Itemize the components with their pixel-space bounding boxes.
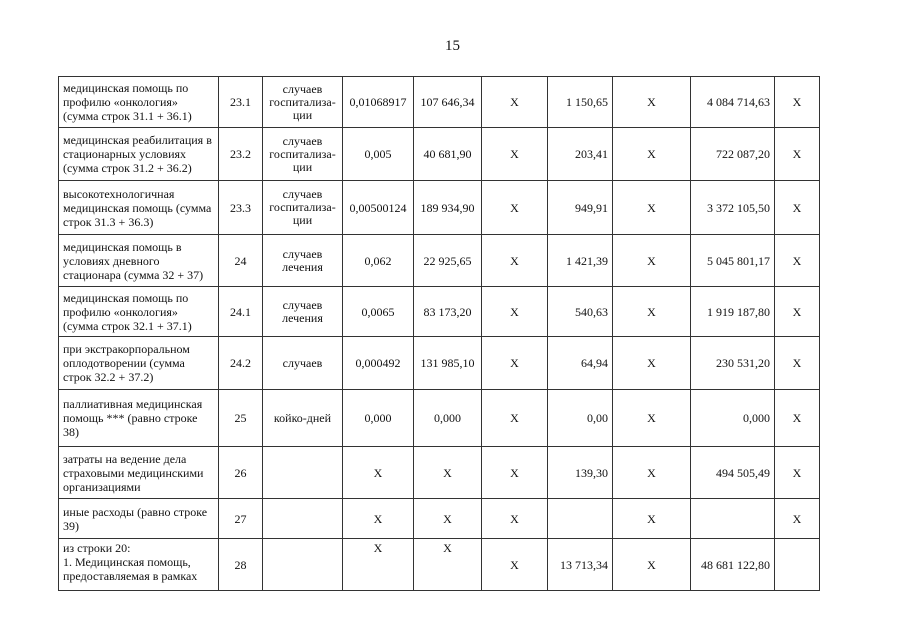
row-cost: X xyxy=(414,539,482,591)
row-norm: 0,00500124 xyxy=(343,181,414,235)
row-unit: койко-дней xyxy=(263,390,343,447)
row-x2: X xyxy=(613,499,691,539)
row-unit: случаев госпитализа-ции xyxy=(263,181,343,235)
row-code: 27 xyxy=(219,499,263,539)
row-per-capita: 0,00 xyxy=(548,390,613,447)
row-x3: X xyxy=(775,390,820,447)
row-x1: X xyxy=(482,128,548,181)
table-row xyxy=(59,77,820,128)
row-x2: X xyxy=(613,77,691,128)
row-unit: случаев госпитализа-ции xyxy=(263,128,343,181)
row-label: иные расходы (равно строке 39) xyxy=(59,499,219,539)
row-total: 3 372 105,50 xyxy=(691,181,775,235)
row-x3: X xyxy=(775,77,820,128)
row-total: 1 919 187,80 xyxy=(691,287,775,337)
row-x1: X xyxy=(482,447,548,499)
row-unit xyxy=(263,499,343,539)
table-row xyxy=(59,390,820,447)
row-code: 24.1 xyxy=(219,287,263,337)
table-row xyxy=(59,235,820,287)
row-x1: X xyxy=(482,235,548,287)
row-code: 23.3 xyxy=(219,181,263,235)
row-cost: 22 925,65 xyxy=(414,235,482,287)
row-total: 48 681 122,80 xyxy=(691,539,775,591)
row-total: 5 045 801,17 xyxy=(691,235,775,287)
row-total xyxy=(691,499,775,539)
table-row xyxy=(59,337,820,390)
row-code: 26 xyxy=(219,447,263,499)
row-label: медицинская реабилитация в стационарных условиях (сумма строк 31.2 + 36.2) xyxy=(59,128,219,181)
row-unit xyxy=(263,539,343,591)
row-unit: случаев xyxy=(263,337,343,390)
row-cost: 189 934,90 xyxy=(414,181,482,235)
tariff-table xyxy=(58,76,820,591)
row-per-capita: 1 421,39 xyxy=(548,235,613,287)
row-norm: 0,000492 xyxy=(343,337,414,390)
row-x2: X xyxy=(613,390,691,447)
row-unit: случаев лечения xyxy=(263,287,343,337)
row-x2: X xyxy=(613,337,691,390)
row-cost: X xyxy=(414,447,482,499)
row-cost: X xyxy=(414,499,482,539)
table-row xyxy=(59,181,820,235)
row-total: 722 087,20 xyxy=(691,128,775,181)
table-row xyxy=(59,447,820,499)
row-total: 230 531,20 xyxy=(691,337,775,390)
row-per-capita: 203,41 xyxy=(548,128,613,181)
row-code: 24.2 xyxy=(219,337,263,390)
row-cost: 131 985,10 xyxy=(414,337,482,390)
row-norm: 0,0065 xyxy=(343,287,414,337)
row-label: паллиативная медицинская помощь *** (равно строке 38) xyxy=(59,390,219,447)
row-cost: 40 681,90 xyxy=(414,128,482,181)
row-per-capita: 949,91 xyxy=(548,181,613,235)
row-total: 0,000 xyxy=(691,390,775,447)
row-x1: X xyxy=(482,390,548,447)
row-total: 494 505,49 xyxy=(691,447,775,499)
row-code: 24 xyxy=(219,235,263,287)
row-x1: X xyxy=(482,539,548,591)
row-norm: X xyxy=(343,499,414,539)
row-x2: X xyxy=(613,181,691,235)
row-unit: случаев лечения xyxy=(263,235,343,287)
row-x3: X xyxy=(775,235,820,287)
row-cost: 83 173,20 xyxy=(414,287,482,337)
row-label: медицинская помощь по профилю «онкология» (сумма строк 32.1 + 37.1) xyxy=(59,287,219,337)
row-x3: X xyxy=(775,287,820,337)
row-unit xyxy=(263,447,343,499)
row-x1: X xyxy=(482,287,548,337)
row-x2: X xyxy=(613,447,691,499)
row-x1: X xyxy=(482,337,548,390)
table-row xyxy=(59,128,820,181)
row-x3: X xyxy=(775,337,820,390)
row-norm: 0,005 xyxy=(343,128,414,181)
row-x2: X xyxy=(613,539,691,591)
row-norm: 0,01068917 xyxy=(343,77,414,128)
row-code: 23.1 xyxy=(219,77,263,128)
row-label: затраты на ведение дела страховыми медицинскими организациями xyxy=(59,447,219,499)
row-per-capita xyxy=(548,499,613,539)
row-code: 28 xyxy=(219,539,263,591)
table-row xyxy=(59,539,820,591)
table-row xyxy=(59,287,820,337)
row-per-capita: 1 150,65 xyxy=(548,77,613,128)
row-unit: случаев госпитализа-ции xyxy=(263,77,343,128)
row-total: 4 084 714,63 xyxy=(691,77,775,128)
row-per-capita: 64,94 xyxy=(548,337,613,390)
row-per-capita: 540,63 xyxy=(548,287,613,337)
row-label: высокотехнологичная медицинская помощь (сумма строк 31.3 + 36.3) xyxy=(59,181,219,235)
row-norm: 0,000 xyxy=(343,390,414,447)
row-per-capita: 13 713,34 xyxy=(548,539,613,591)
row-x1: X xyxy=(482,499,548,539)
row-label: медицинская помощь в условиях дневного стационара (сумма 32 + 37) xyxy=(59,235,219,287)
row-x3: X xyxy=(775,447,820,499)
table-row xyxy=(59,499,820,539)
row-cost: 0,000 xyxy=(414,390,482,447)
row-per-capita: 139,30 xyxy=(548,447,613,499)
row-label: медицинская помощь по профилю «онкология» (сумма строк 31.1 + 36.1) xyxy=(59,77,219,128)
row-x3: X xyxy=(775,181,820,235)
row-x3 xyxy=(775,539,820,591)
row-label: из строки 20: 1. Медицинская помощь, предоставляемая в рамках xyxy=(59,539,219,591)
row-cost: 107 646,34 xyxy=(414,77,482,128)
page-number: 15 xyxy=(445,38,460,54)
row-x2: X xyxy=(613,287,691,337)
row-label: при экстракорпоральном оплодотворении (сумма строк 32.2 + 37.2) xyxy=(59,337,219,390)
row-code: 23.2 xyxy=(219,128,263,181)
row-norm: 0,062 xyxy=(343,235,414,287)
row-code: 25 xyxy=(219,390,263,447)
row-x1: X xyxy=(482,77,548,128)
row-x2: X xyxy=(613,235,691,287)
row-x1: X xyxy=(482,181,548,235)
row-norm: X xyxy=(343,539,414,591)
row-x2: X xyxy=(613,128,691,181)
row-x3: X xyxy=(775,128,820,181)
row-x3: X xyxy=(775,499,820,539)
row-norm: X xyxy=(343,447,414,499)
